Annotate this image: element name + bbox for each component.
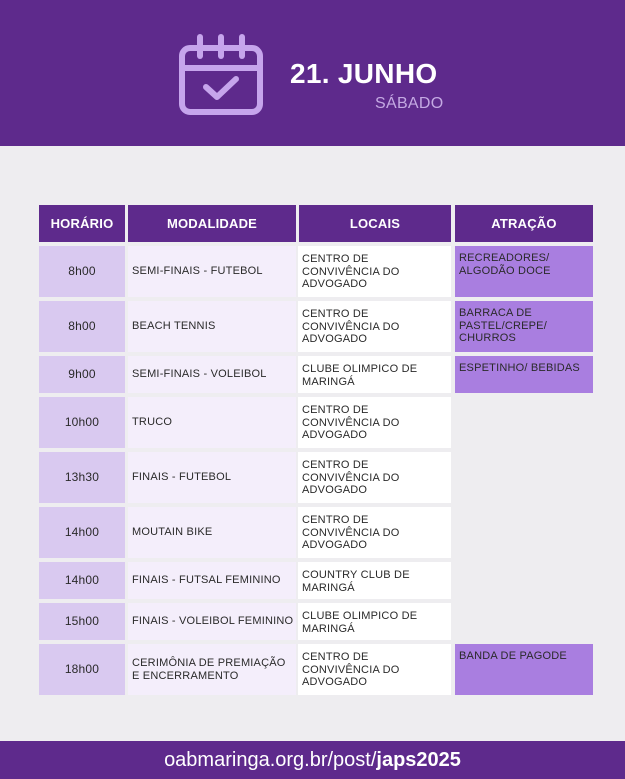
table-row xyxy=(39,301,594,352)
modality-cell: FINAIS - FUTEBOL xyxy=(128,452,296,503)
location-cell: CENTRO DE CONVIVÊNCIA DO ADVOGADO xyxy=(298,644,451,695)
event-weekday: SÁBADO xyxy=(375,95,444,112)
header-banner xyxy=(0,0,625,146)
modality-cell: SEMI-FINAIS - FUTEBOL xyxy=(128,246,296,297)
time-cell: 14h00 xyxy=(39,562,125,599)
attraction-cell: BANDA DE PAGODE xyxy=(455,644,593,695)
modality-cell: FINAIS - VOLEIBOL FEMININO xyxy=(128,603,296,640)
modality-cell: BEACH TENNIS xyxy=(128,301,296,352)
time-cell: 8h00 xyxy=(39,246,125,297)
event-date: 21. JUNHO xyxy=(290,58,438,89)
time-cell: 15h00 xyxy=(39,603,125,640)
table-row xyxy=(39,562,594,599)
table-row xyxy=(39,644,594,695)
table-row xyxy=(39,603,594,640)
location-cell: CENTRO DE CONVIVÊNCIA DO ADVOGADO xyxy=(298,507,451,558)
modality-cell: FINAIS - FUTSAL FEMININO xyxy=(128,562,296,599)
modality-cell: SEMI-FINAIS - VOLEIBOL xyxy=(128,356,296,393)
column-header-modality: MODALIDADE xyxy=(128,205,296,242)
footer-url-prefix: oabmaringa.org.br/post/ xyxy=(164,748,377,771)
table-row xyxy=(39,452,594,503)
location-cell: CENTRO DE CONVIVÊNCIA DO ADVOGADO xyxy=(298,246,451,297)
table-row xyxy=(39,246,594,297)
time-cell: 13h30 xyxy=(39,452,125,503)
column-header-time: HORÁRIO xyxy=(39,205,125,242)
location-cell: CLUBE OLIMPICO DE MARINGÁ xyxy=(298,603,451,640)
location-cell: CENTRO DE CONVIVÊNCIA DO ADVOGADO xyxy=(298,301,451,352)
modality-cell: MOUTAIN BIKE xyxy=(128,507,296,558)
modality-cell: TRUCO xyxy=(128,397,296,448)
location-cell: COUNTRY CLUB DE MARINGÁ xyxy=(298,562,451,599)
footer-url-slug: japs2025 xyxy=(376,748,461,771)
column-header-attraction: ATRAÇÃO xyxy=(455,205,593,242)
column-header-location: LOCAIS xyxy=(299,205,451,242)
table-row xyxy=(39,397,594,448)
table-header xyxy=(39,205,594,242)
location-cell: CENTRO DE CONVIVÊNCIA DO ADVOGADO xyxy=(298,452,451,503)
table-row xyxy=(39,356,594,393)
calendar-check-icon xyxy=(178,34,264,116)
time-cell: 18h00 xyxy=(39,644,125,695)
time-cell: 14h00 xyxy=(39,507,125,558)
footer-banner xyxy=(0,741,625,779)
modality-cell: CERIMÔNIA DE PREMIAÇÃO E ENCERRAMENTO xyxy=(128,644,296,695)
attraction-cell: BARRACA DE PASTEL/CREPE/ CHURROS xyxy=(455,301,593,352)
attraction-cell: ESPETINHO/ BEBIDAS xyxy=(455,356,593,393)
time-cell: 10h00 xyxy=(39,397,125,448)
location-cell: CENTRO DE CONVIVÊNCIA DO ADVOGADO xyxy=(298,397,451,448)
time-cell: 8h00 xyxy=(39,301,125,352)
schedule-table xyxy=(39,205,594,688)
time-cell: 9h00 xyxy=(39,356,125,393)
attraction-cell: RECREADORES/ ALGODÃO DOCE xyxy=(455,246,593,297)
table-row xyxy=(39,507,594,558)
location-cell: CLUBE OLIMPICO DE MARINGÁ xyxy=(298,356,451,393)
